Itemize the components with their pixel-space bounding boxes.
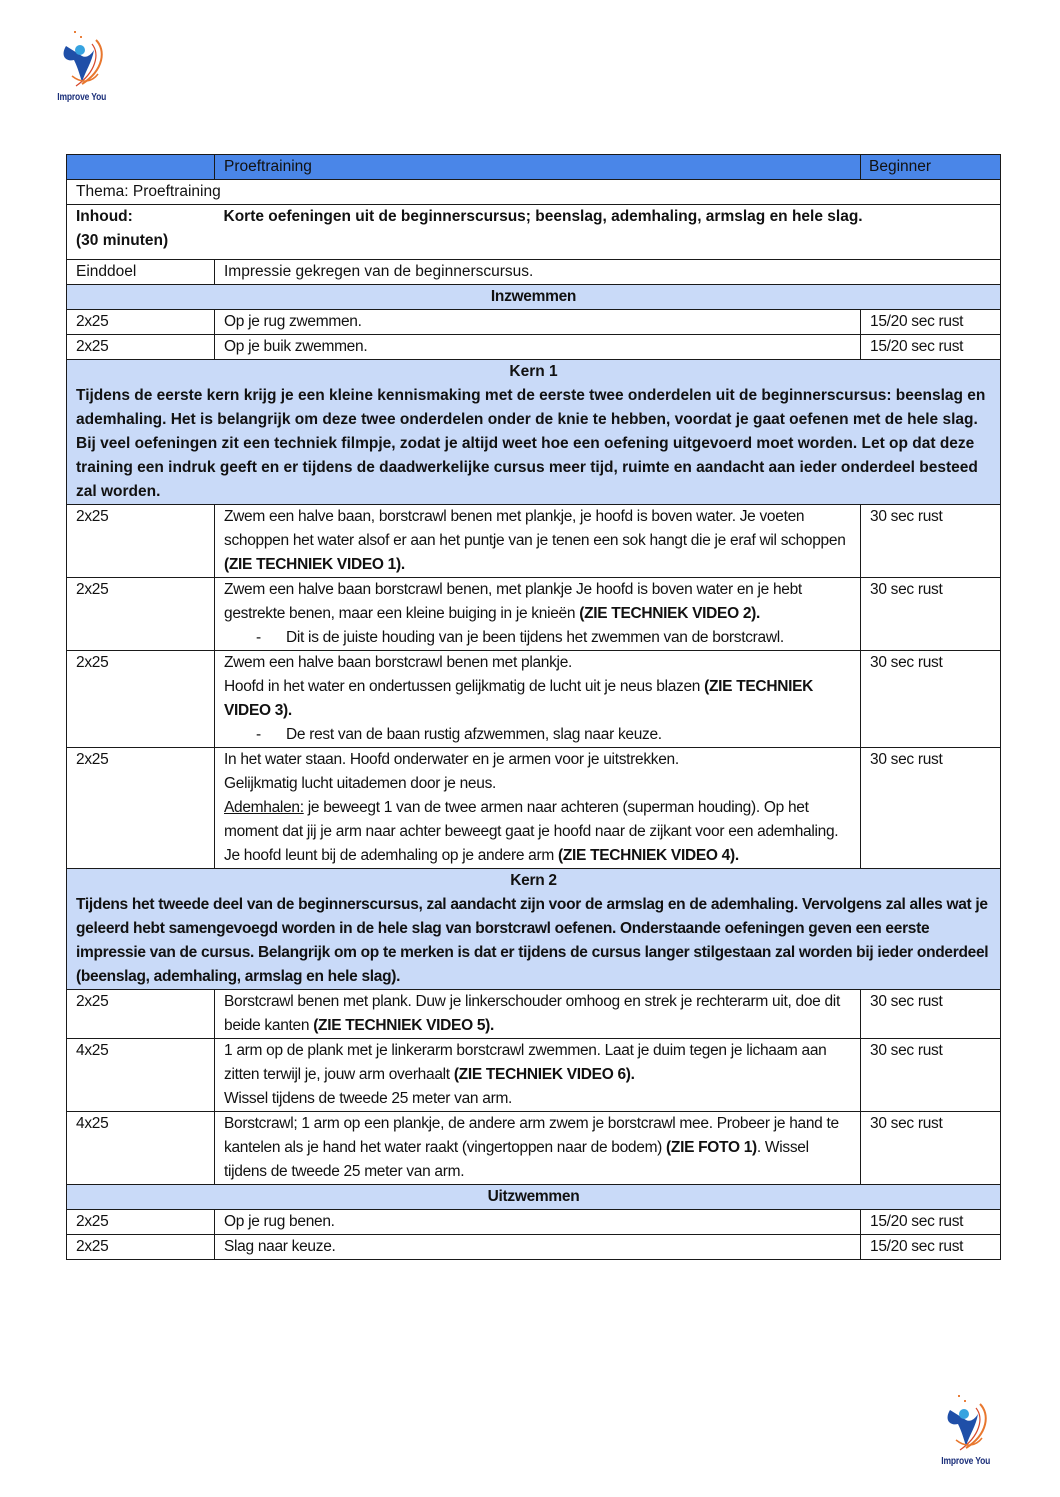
exercise-text: Borstcrawl; 1 arm op een plankje, de andere arm zwem je borstcrawl mee. Probeer je hand te kantelen als je hand het water raakt (vingertoppen naar de bodem) (ZIE FOTO 1). Wissel tijdens de tweede 25 meter van arm. — [215, 1112, 861, 1185]
section-kern2-cell — [67, 869, 1001, 990]
exercise-text: Slag naar keuze. — [215, 1235, 861, 1260]
exercise-row — [67, 310, 1001, 335]
logo-text: Improve You — [941, 1456, 991, 1467]
rest: 15/20 sec rust — [861, 1210, 1001, 1235]
reps: 2x25 — [67, 335, 215, 360]
rest: 30 sec rust — [861, 651, 1001, 748]
section-kern1-cell — [67, 360, 1001, 505]
rest: 30 sec rust — [861, 578, 1001, 651]
header-row — [67, 155, 1001, 180]
reps: 4x25 — [67, 1039, 215, 1112]
inhoud-label-line1: Inhoud: — [76, 208, 133, 225]
exercise-text: 1 arm op de plank met je linkerarm borstcrawl zwemmen. Laat je duim tegen je lichaam aan zitten terwijl je, jouw arm overhaalt (ZIE TECHNIEK VIDEO 6). Wissel tijdens de tweede 25 meter van arm. — [215, 1039, 861, 1112]
logo-text: Improve You — [57, 92, 107, 103]
exercise-row — [67, 1039, 1001, 1112]
reps: 2x25 — [67, 578, 215, 651]
kern1-intro: Tijdens de eerste kern krijg je een kleine kennismaking met de eerste twee onderdelen uit de beginnerscursus: beenslag en ademhaling. Het is belangrijk om deze twee onderdelen onder de knie te hebben, voordat je gaat oefenen met de hele slag. Bij veel oefeningen zit een techniek filmpje, zodat je altijd weet hoe een oefening uitgevoerd moet worden. Let op dat deze training een indruk geeft en er tijdens de daadwerkelijke cursus meer tijd, ruimte en aandacht aan ieder onderdeel besteed zal worden. — [76, 387, 986, 500]
reps: 2x25 — [67, 651, 215, 748]
rest: 15/20 sec rust — [861, 335, 1001, 360]
video-reference: (ZIE TECHNIEK VIDEO 5). — [313, 1017, 495, 1034]
bullet-item: - De rest van de baan rustig afzwemmen, slag naar keuze. — [256, 726, 662, 743]
einddoel-row — [67, 260, 1001, 285]
exercise-text: In het water staan. Hoofd onderwater en je armen voor je uitstrekken. Gelijkmatig lucht uitademen door je neus. Ademhalen: je beweegt 1 van de twee armen naar achteren (superman houding). Op het moment dat jij je arm naar achter beweegt gaat je hoofd naar de zijkant voor een ademhaling. Je hoofd leunt bij de ademhaling op je andere arm (ZIE TECHNIEK VIDEO 4). — [215, 748, 861, 869]
inhoud-text: Korte oefeningen uit de beginnerscursus; beenslag, ademhaling, armslag en hele slag. — [215, 205, 1001, 260]
reps: 2x25 — [67, 1210, 215, 1235]
rest: 30 sec rust — [861, 990, 1001, 1039]
rest: 15/20 sec rust — [861, 1235, 1001, 1260]
ademhalen-label: Ademhalen: — [224, 799, 304, 816]
exercise-row — [67, 990, 1001, 1039]
header-level: Beginner — [861, 155, 1001, 180]
video-reference: (ZIE TECHNIEK VIDEO 3). — [224, 678, 814, 719]
thema-text: Thema: Proeftraining — [67, 180, 1001, 205]
exercise-row — [67, 1112, 1001, 1185]
training-table — [66, 154, 1001, 1260]
section-uitzwemmen — [67, 1185, 1001, 1210]
exercise-row — [67, 1235, 1001, 1260]
bullet-item: - Dit is de juiste houding van je been tijdens het zwemmen van de borstcrawl. — [256, 629, 784, 646]
section-title-kern2: Kern 2 — [510, 872, 557, 889]
section-inzwemmen — [67, 285, 1001, 310]
exercise-text: Op je rug zwemmen. — [215, 310, 861, 335]
exercise-text: Zwem een halve baan borstcrawl benen, met plankje Je hoofd is boven water en je hebt gestrekte benen, maar een kleine buiging in je knieën (ZIE TECHNIEK VIDEO 2). - Dit is de juiste houding van je been tijdens het zwemmen van de borstcrawl. — [215, 578, 861, 651]
reps: 2x25 — [67, 1235, 215, 1260]
exercise-row — [67, 748, 1001, 869]
section-title-kern1: Kern 1 — [509, 363, 558, 380]
reps: 2x25 — [67, 310, 215, 335]
rest: 15/20 sec rust — [861, 310, 1001, 335]
photo-reference: (ZIE FOTO 1) — [666, 1139, 757, 1156]
rest: 30 sec rust — [861, 1039, 1001, 1112]
section-kern2 — [67, 869, 1001, 990]
video-reference: (ZIE TECHNIEK VIDEO 1). — [224, 556, 405, 573]
rest: 30 sec rust — [861, 1112, 1001, 1185]
exercise-row — [67, 1210, 1001, 1235]
rest: 30 sec rust — [861, 505, 1001, 578]
exercise-row — [67, 505, 1001, 578]
logo-top — [46, 26, 118, 103]
reps: 2x25 — [67, 748, 215, 869]
logo-bottom — [930, 1390, 1002, 1467]
thema-row — [67, 180, 1001, 205]
einddoel-text: Impressie gekregen van de beginnerscursus. — [215, 260, 1001, 285]
exercise-text: Zwem een halve baan borstcrawl benen met plankje. Hoofd in het water en ondertussen gelijkmatig de lucht uit je neus blazen (ZIE TECHNIEK VIDEO 3). - De rest van de baan rustig afzwemmen, slag naar keuze. — [215, 651, 861, 748]
section-title-inzwemmen: Inzwemmen — [67, 285, 1001, 310]
kern2-intro: Tijdens het tweede deel van de beginnerscursus, zal aandacht zijn voor de armslag en de ademhaling. Vervolgens zal alles wat je geleerd hebt samengevoegd worden in de hele slag van borstcrawl oefenen. Onderstaande oefeningen geven een eerste impressie van de cursus. Belangrijk om op te merken is dat er tijdens de cursus langer stilgestaan zal worden bij ieder onderdeel (beenslag, ademhaling, armslag en hele slag). — [76, 896, 989, 985]
inhoud-label — [67, 205, 215, 260]
video-reference: (ZIE TECHNIEK VIDEO 6). — [453, 1066, 635, 1083]
exercise-text: Op je rug benen. — [215, 1210, 861, 1235]
exercise-row — [67, 578, 1001, 651]
video-reference: (ZIE TECHNIEK VIDEO 2). — [579, 605, 761, 622]
section-title-uitzwemmen: Uitzwemmen — [67, 1185, 1001, 1210]
reps: 4x25 — [67, 1112, 215, 1185]
exercise-row — [67, 651, 1001, 748]
section-kern1 — [67, 360, 1001, 505]
inhoud-label-line2: (30 minuten) — [76, 232, 169, 249]
exercise-text: Zwem een halve baan, borstcrawl benen met plankje, je hoofd is boven water. Je voeten schoppen het water alsof er aan het puntje van je tenen een sok hangt die je eraf wil schoppen (ZIE TECHNIEK VIDEO 1). — [215, 505, 861, 578]
inhoud-row — [67, 205, 1001, 260]
reps: 2x25 — [67, 505, 215, 578]
exercise-text: Borstcrawl benen met plank. Duw je linkerschouder omhoog en strek je rechterarm uit, doe dit beide kanten (ZIE TECHNIEK VIDEO 5). — [215, 990, 861, 1039]
rest: 30 sec rust — [861, 748, 1001, 869]
video-reference: (ZIE TECHNIEK VIDEO 4). — [558, 847, 739, 864]
reps: 2x25 — [67, 990, 215, 1039]
header-col1 — [67, 155, 215, 180]
header-title: Proeftraining — [215, 155, 861, 180]
exercise-text: Op je buik zwemmen. — [215, 335, 861, 360]
exercise-row — [67, 335, 1001, 360]
improve-you-logo-icon — [936, 1390, 996, 1454]
improve-you-logo-icon — [52, 26, 112, 90]
einddoel-label: Einddoel — [67, 260, 215, 285]
